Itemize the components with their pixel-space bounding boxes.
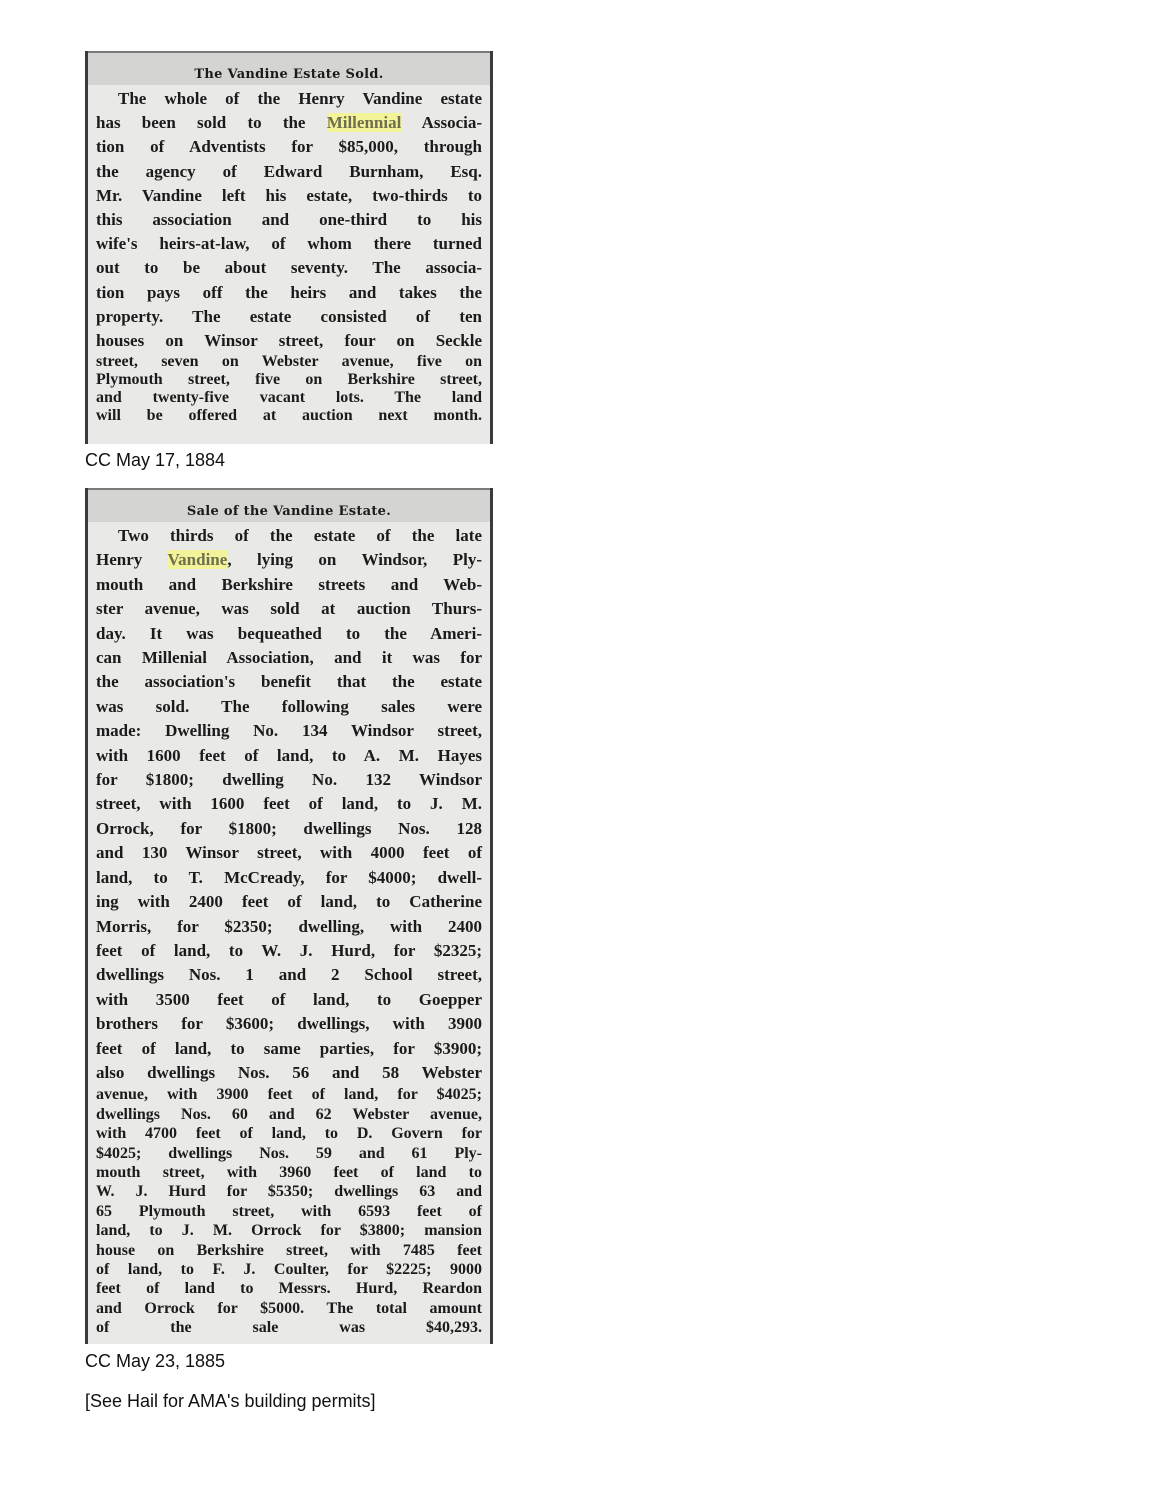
clipping-text-line: of land, to F. J. Coulter, for $2225; 9000 [96, 1261, 482, 1278]
clipping-text-line: avenue, with 3900 feet of land, for $4025; [96, 1086, 482, 1104]
clipping-text-line: mouth and Berkshire streets and Web- [96, 574, 482, 594]
clipping-body [96, 524, 482, 1338]
clipping-text-line: property. The estate consisted of ten [96, 306, 482, 326]
clipping-text-line: the agency of Edward Burnham, Esq. [96, 161, 482, 181]
clipping-text-line: dwellings Nos. 1 and 2 School street, [96, 965, 482, 985]
clipping-text-line: for $1800; dwelling No. 132 Windsor [96, 770, 482, 790]
clipping-text-line: Plymouth street, five on Berkshire street, [96, 371, 482, 389]
clipping-text-line: wife's heirs-at-law, of whom there turned [96, 234, 482, 254]
clipping-text-line: street, with 1600 feet of land, to J. M. [96, 794, 482, 814]
clipping-text-line: feet of land to Messrs. Hurd, Reardon [96, 1280, 482, 1298]
clipping-caption: CC May 23, 1885 [85, 1351, 226, 1371]
clipping-title: Sale of the Vandine Estate. [186, 504, 392, 519]
clipping-text-line: W. J. Hurd for $5350; dwellings 63 and [96, 1183, 482, 1201]
clipping-text-line: tion pays off the heirs and takes the [96, 282, 482, 302]
clipping-text-line: has been sold to the Millennial Associa- [96, 113, 483, 133]
clipping-text-line: The whole of the Henry Vandine estate [118, 89, 482, 108]
highlighted-word: Millennial [326, 113, 402, 133]
clipping-text-line: and twenty-five vacant lots. The land [96, 389, 482, 407]
clipping-text-line: of the sale was $40,293. [96, 1319, 482, 1337]
clipping-text-line: with 4700 feet of land, to D. Govern for [96, 1125, 482, 1143]
clipping-text-line: house on Berkshire street, with 7485 feet [96, 1241, 482, 1259]
clipping-header [88, 51, 490, 85]
clipping-text-line: Two thirds of the estate of the late [118, 526, 482, 545]
clipping-text-line: was sold. The following sales were [96, 696, 482, 716]
highlighted-word: Vandine [167, 550, 228, 570]
clipping-text-line: will be offered at auction next month. [96, 407, 482, 425]
clipping-text-line: ing with 2400 feet of land, to Catherine [96, 892, 482, 912]
clipping-text-line: out to be about seventy. The associa- [96, 258, 482, 278]
clipping-text-line: 65 Plymouth street, with 6593 feet of [96, 1202, 482, 1220]
clipping-text-line: dwellings Nos. 60 and 62 Webster avenue, [96, 1105, 482, 1123]
clipping-text-line: land, to J. M. Orrock for $3800; mansion [96, 1222, 482, 1240]
clipping-text-line: Morris, for $2350; dwelling, with 2400 [96, 916, 482, 936]
clipping-text-line: with 1600 feet of land, to A. M. Hayes [96, 745, 482, 765]
clipping-text-line: and 130 Winsor street, with 4000 feet of [96, 843, 482, 863]
clipping-text-line: brothers for $3600; dwellings, with 3900 [96, 1014, 482, 1034]
clipping-text-line: mouth street, with 3960 feet of land to [96, 1163, 482, 1181]
clipping-text-line: with 3500 feet of land, to Goepper [96, 989, 482, 1009]
clipping-text-line: Mr. Vandine left his estate, two-thirds to [96, 185, 482, 205]
clipping-text-line: this association and one-third to his [96, 210, 482, 230]
clipping-text-line: street, seven on Webster avenue, five on [96, 353, 482, 371]
clipping-text-line: also dwellings Nos. 56 and 58 Webster [96, 1062, 482, 1082]
clipping-text-line: the association's benefit that the estate [96, 672, 482, 692]
clipping-header [88, 488, 490, 522]
clipping-caption: CC May 17, 1884 [85, 450, 226, 470]
clipping-text-line: ster avenue, was sold at auction Thurs- [96, 599, 482, 619]
clipping-text-line: made: Dwelling No. 134 Windsor street, [96, 721, 482, 741]
newspaper-clipping-1885 [85, 488, 493, 1344]
clipping-text-line: houses on Winsor street, four on Seckle [96, 331, 482, 351]
clipping-text-line: can Millenial Association, and it was for [96, 648, 482, 668]
clipping-text-line: feet of land, to W. J. Hurd, for $2325; [96, 940, 482, 960]
clipping-text-line: tion of Adventists for $85,000, through [96, 137, 482, 157]
clipping-text-line: and Orrock for $5000. The total amount [96, 1299, 482, 1317]
clipping-text-line: Orrock, for $1800; dwellings Nos. 128 [96, 818, 482, 838]
clipping-text-line: feet of land, to same parties, for $3900; [96, 1038, 482, 1058]
clipping-text-line: $4025; dwellings Nos. 59 and 61 Ply- [96, 1144, 482, 1162]
clipping-text-line: land, to T. McCready, for $4000; dwell- [96, 867, 482, 887]
clipping-title: The Vandine Estate Sold. [194, 67, 384, 82]
research-note: [See Hail for AMA's building permits] [85, 1391, 376, 1411]
clipping-text-line: day. It was bequeathed to the Ameri- [96, 623, 482, 643]
newspaper-clipping-1884 [85, 51, 493, 444]
clipping-body [96, 87, 482, 425]
clipping-text-line: Henry Vandine, lying on Windsor, Ply- [96, 550, 482, 570]
